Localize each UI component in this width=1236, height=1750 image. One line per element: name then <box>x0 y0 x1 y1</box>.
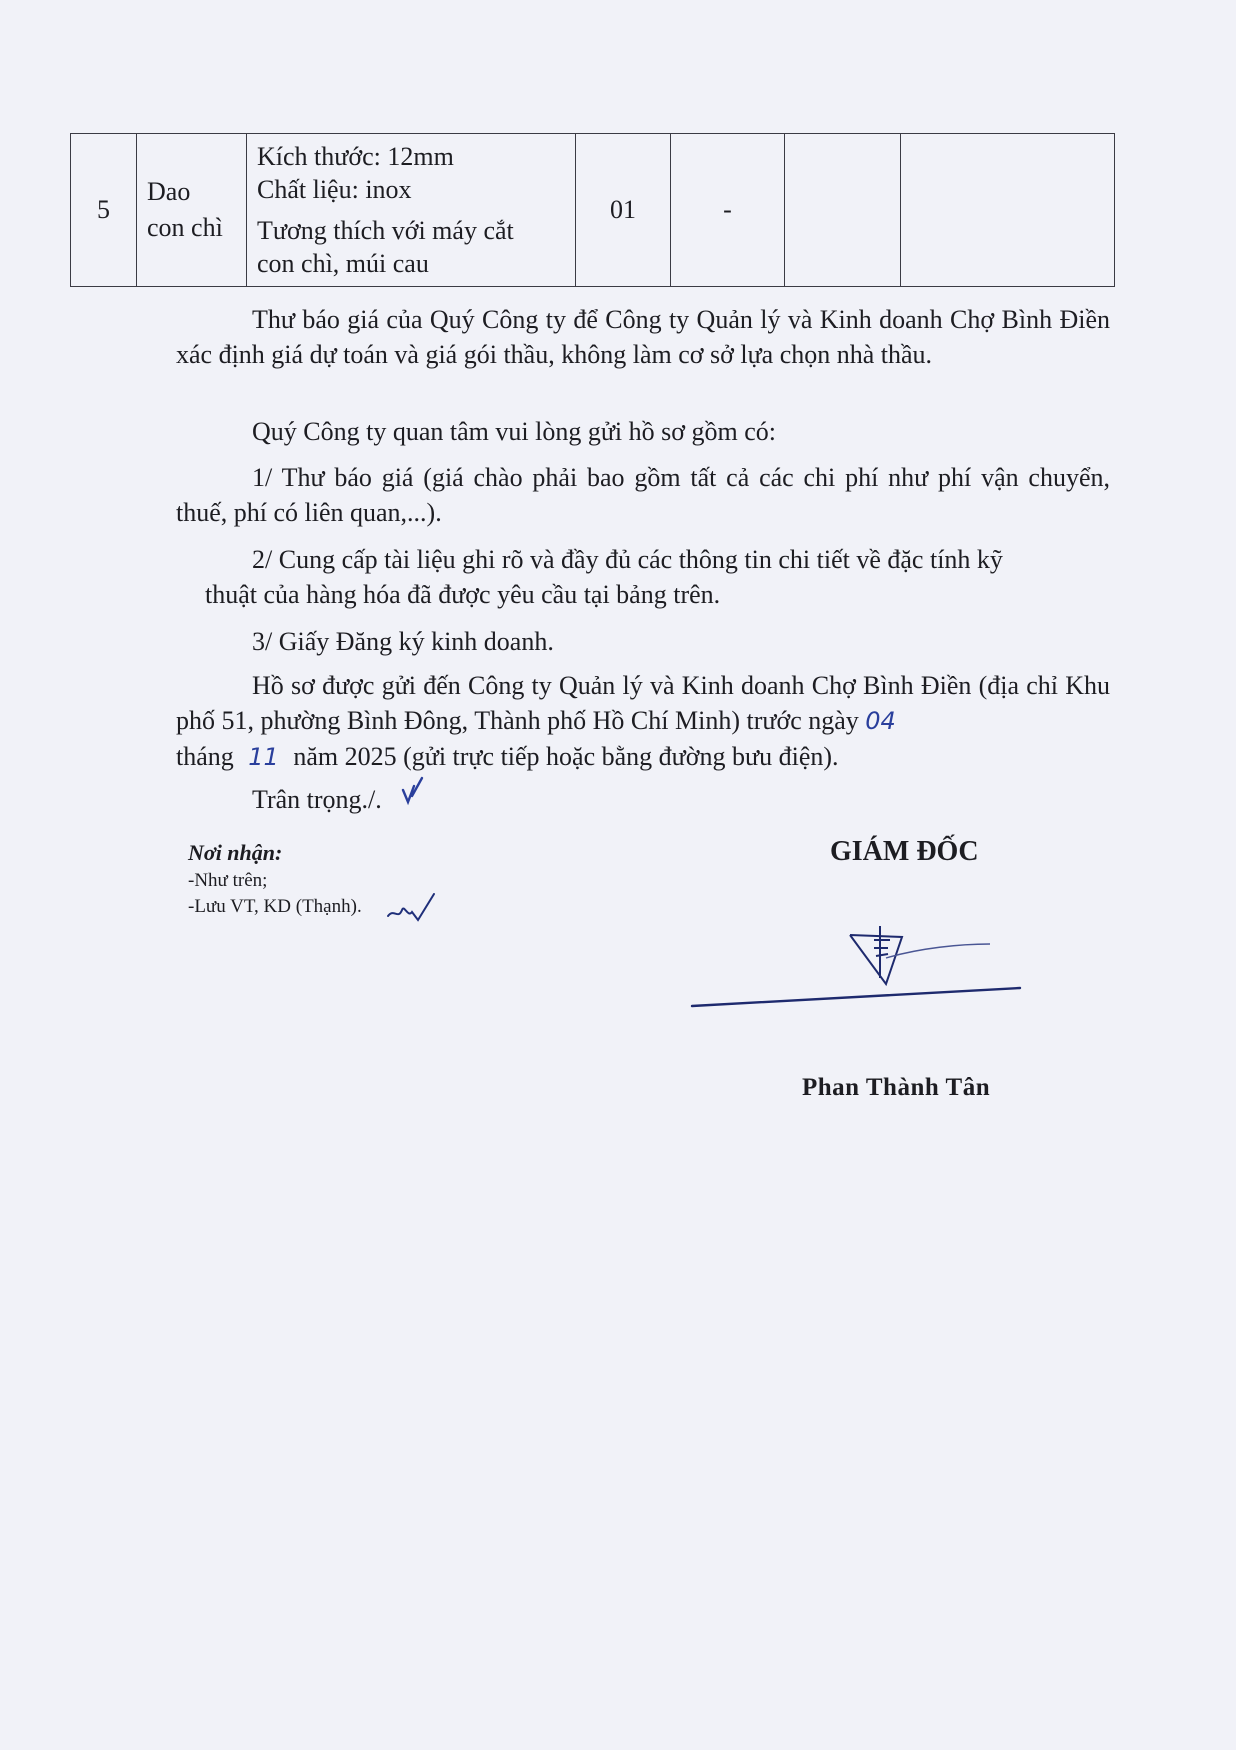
item-name <box>137 134 247 287</box>
spec-line: Chất liệu: inox <box>257 175 412 204</box>
spec-line: con chì, múi cau <box>257 249 429 278</box>
signature-icon <box>690 918 1030 1018</box>
initials-mark-icon <box>384 890 440 924</box>
paragraph-closing: Trân trọng./. <box>252 785 382 814</box>
item-price <box>785 134 901 287</box>
signer-name: Phan Thành Tân <box>802 1074 991 1101</box>
item-name-line: con chì <box>147 213 223 242</box>
paragraph-purpose: Thư báo giá của Quý Công ty để Công ty Quản lý và Kinh doanh Chợ Bình Điền xác định giá dự toán và giá gói thầu, không làm cơ sở lựa chọn nhà thầu. <box>176 305 1110 369</box>
paragraph-item-2-cont: thuật của hàng hóa đã được yêu cầu tại bảng trên. <box>205 580 721 609</box>
deadline-month-label: tháng <box>176 742 234 771</box>
deadline-text: Hồ sơ được gửi đến Công ty Quản lý và Kinh doanh Chợ Bình Điền (địa chỉ Khu phố 51, phường Bình Đông, Thành phố Hồ Chí Minh) trước ngày <box>176 671 1110 735</box>
check-mark-icon <box>400 776 426 806</box>
spec-line: Tương thích với máy cắt <box>257 216 514 245</box>
item-name-line: Dao <box>147 177 191 206</box>
recipient-item: -Lưu VT, KD (Thạnh). <box>188 896 362 917</box>
spec-line: Kích thước: 12mm <box>257 142 454 171</box>
recipient-item: -Như trên; <box>188 870 268 891</box>
signer-position: GIÁM ĐỐC <box>830 836 979 867</box>
item-spec <box>247 134 576 287</box>
paragraph-item-3: 3/ Giấy Đăng ký kinh doanh. <box>252 627 554 656</box>
item-note <box>901 134 1115 287</box>
item-table <box>70 133 1115 287</box>
handwritten-month: 11 <box>248 743 279 771</box>
handwritten-day: 04 <box>865 707 896 735</box>
row-number: 5 <box>71 134 137 287</box>
deadline-year: năm 2025 (gửi trực tiếp hoặc bằng đường bưu điện). <box>293 742 839 771</box>
item-quantity: 01 <box>576 134 671 287</box>
paragraph-request: Quý Công ty quan tâm vui lòng gửi hồ sơ gồm có: <box>252 417 776 446</box>
recipients-title: Nơi nhận: <box>188 840 283 865</box>
item-unit: - <box>671 134 785 287</box>
table-row <box>71 134 1115 287</box>
paragraph-deadline <box>176 668 1110 775</box>
paragraph-item-2: 2/ Cung cấp tài liệu ghi rõ và đầy đủ các thông tin chi tiết về đặc tính kỹ <box>252 545 1003 574</box>
paragraph-item-1: 1/ Thư báo giá (giá chào phải bao gồm tất cả các chi phí như phí vận chuyển, thuế, phí có liên quan,...). <box>176 463 1110 527</box>
